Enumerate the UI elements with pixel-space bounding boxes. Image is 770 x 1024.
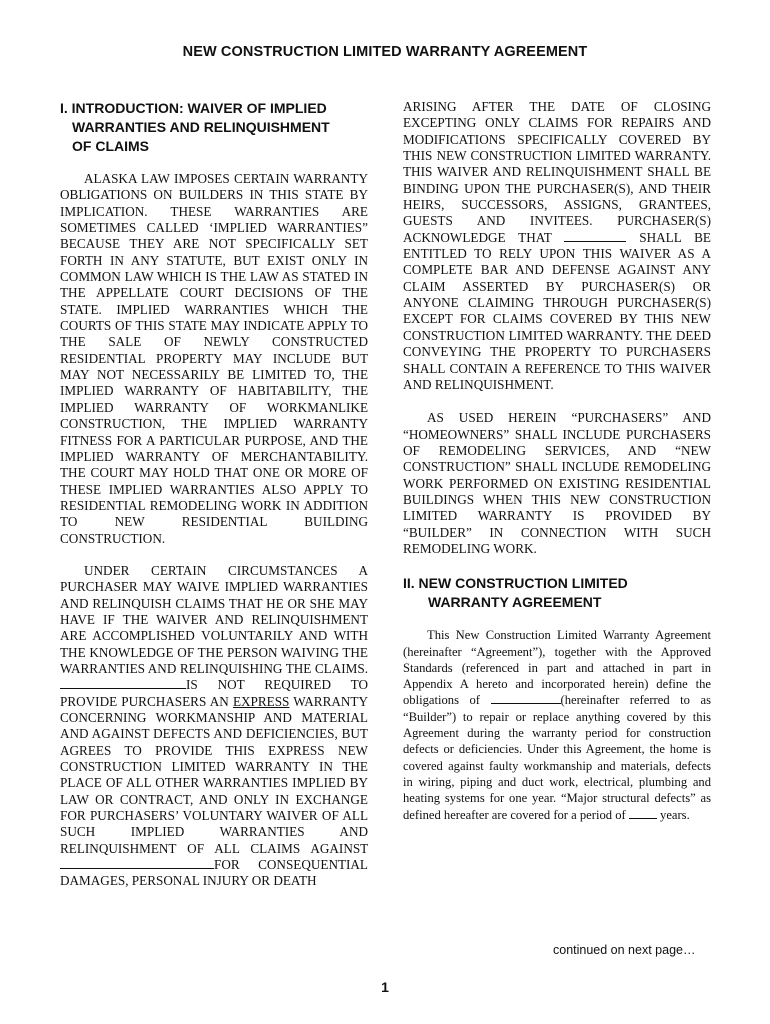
left-column (60, 99, 368, 890)
agreement-paragraph (403, 627, 711, 823)
builder-name-blank[interactable] (60, 677, 186, 689)
relinquishment-text: ARISING AFTER THE DATE OF CLOSING EXCEPTING ONLY CLAIMS FOR REPAIRS AND MODIFICATIONS SPECIFICALLY COVERED BY THIS NEW CONSTRUCTION LIMITED WARRANTY. THIS WAIVER AND RELINQUISHMENT SHALL BE BINDING UPON THE PURCHASER(S), AND THEIR HEIRS, SUCCESSORS, ASSIGNS, GRANTEES, GUESTS AND INVITEES. PURCHASER(S) ACKNOWLEDGE THAT (403, 99, 711, 245)
section-2-heading (403, 574, 711, 612)
page-number: 1 (381, 979, 389, 995)
implied-warranties-paragraph: ALASKA LAW IMPOSES CERTAIN WARRANTY OBLIGATIONS ON BUILDERS IN THIS STATE BY IMPLICATION. THESE WARRANTIES ARE SOMETIMES CALLED ‘IMPLIED WARRANTIES” BECAUSE THEY ARE NOT SPECIFICALLY SET FORTH IN ANY STATUTE, BUT EXIST ONLY IN COMMON LAW WHICH IS THE LAW AS STATED IN THE APPELLATE COURT DECISIONS OF THE STATE. IMPLIED WARRANTIES WHICH THE COURTS OF THIS STATE MAY INDICATE APPLY TO THE SALE OF NEWLY CONSTRUCTED RESIDENTIAL PROPERTY MAY INCLUDE BUT MAY NOT NECESSARILY BE LIMITED TO, THE IMPLIED WARRANTY OF HABITABILITY, THE IMPLIED WARRANTY OF WORKMANLIKE CONSTRUCTION, THE IMPLIED WARRANTY FITNESS FOR A PARTICULAR PURPOSE, AND THE IMPLIED WARRANTY OF MERCHANTABILITY. THE COURT MAY HOLD THAT ONE OR MORE OF THESE IMPLIED WARRANTIES ALSO APPLY TO RESIDENTIAL REMODELING WORK IN ADDITION TO NEW RESIDENTIAL BUILDING CONSTRUCTION. (60, 171, 368, 546)
relinquishment-paragraph (403, 99, 711, 393)
builder-name-blank[interactable] (491, 692, 561, 704)
agreement-text: This New Construction Limited Warranty Agreement (hereinafter “Agreement”), together with the Approved Standards (referenced in part and attached in part in Appendix A hereto and incorporated herein) define the obligations of (403, 628, 711, 708)
section-2-heading-line: II. NEW CONSTRUCTION LIMITED (403, 575, 628, 592)
agreement-text: (hereinafter referred to as “Builder”) to repair or replace anything covered by this Agreement during the warranty period for construction defects or deficiencies. Under this Agreement, the home is covered against faulty workmanship and materials, defects in wiring, piping and duct work, electrical, plumbing and heating systems for one year. “Major structural defects” as defined hereafter are covered for a period of (403, 693, 711, 822)
document-title: NEW CONSTRUCTION LIMITED WARRANTY AGREEMENT (182, 44, 588, 60)
relinquishment-text: SHALL BE ENTITLED TO RELY UPON THIS WAIVER AS A COMPLETE BAR AND DEFENSE AGAINST ANY CLAIM ASSERTED BY PURCHASER(S) OR ANYONE CLAIMING THROUGH PURCHASER(S) EXCEPT FOR CLAIMS COVERED BY THIS NEW CONSTRUCTION LIMITED WARRANTY. THE DEED CONVEYING THE PROPERTY TO PURCHASERS SHALL CONTAIN A REFERENCE TO THIS WAIVER AND RELINQUISHMENT. (403, 229, 711, 392)
right-column (403, 99, 711, 823)
years-blank[interactable] (629, 807, 657, 819)
waiver-paragraph (60, 563, 368, 890)
section-1-heading-line: OF CLAIMS (72, 138, 149, 154)
builder-name-blank[interactable] (564, 230, 626, 242)
agreement-text: years. (660, 807, 690, 822)
section-1-heading-line: I. INTRODUCTION: WAIVER OF IMPLIED (60, 100, 327, 116)
express-underlined-text: EXPRESS (232, 693, 290, 709)
waiver-text: UNDER CERTAIN CIRCUMSTANCES A PURCHASER MAY WAIVE IMPLIED WARRANTIES AND RELINQUISH CLAIMS THAT HE OR SHE MAY HAVE IF THE WAIVER AND RELINQUISHMENT ARE ACCOMPLISHED VOLUNTARILY AND WITH THE KNOWLEDGE OF THE PERSON WAIVING THE WARRANTIES AND RELINQUISHING THE CLAIMS. (60, 562, 368, 676)
waiver-text: FOR CONSEQUENTIAL DAMAGES, PERSONAL INJURY OR DEATH (60, 857, 368, 889)
section-1-heading (60, 99, 368, 156)
definitions-paragraph: AS USED HEREIN “PURCHASERS” AND “HOMEOWNERS” SHALL INCLUDE PURCHASERS OF REMODELING SERVICES, AND “NEW CONSTRUCTION” SHALL INCLUDE REMODELING WORK PERFORMED ON EXISTING RESIDENTIAL BUILDINGS WHEN THIS NEW CONSTRUCTION LIMITED WARRANTY IS PROVIDED BY “BUILDER” IN CONNECTION WITH SUCH REMODELING WORK. (403, 410, 711, 556)
waiver-text: WARRANTY CONCERNING WORKMANSHIP AND MATERIAL AND AGAINST DEFECTS AND DEFICIENCIES, BUT AGREES TO PROVIDE THIS EXPRESS NEW CONSTRUCTION LIMITED WARRANTY IN THE PLACE OF ALL OTHER WARRANTIES IMPLIED BY LAW OR CONTRACT, AND ONLY IN EXCHANGE FOR PURCHASERS’ VOLUNTARY WAIVER OF ALL SUCH IMPLIED WARRANTIES AND RELINQUISHMENT OF ALL CLAIMS AGAINST (60, 693, 369, 856)
continued-note: continued on next page… (553, 943, 696, 957)
waiver-text: IS NOT REQUIRED TO PROVIDE PURCHASERS AN (60, 677, 368, 709)
section-2-heading-line: WARRANTY AGREEMENT (428, 594, 602, 611)
section-1-heading-line: WARRANTIES AND RELINQUISHMENT (72, 119, 330, 135)
builder-name-blank[interactable] (60, 857, 214, 869)
